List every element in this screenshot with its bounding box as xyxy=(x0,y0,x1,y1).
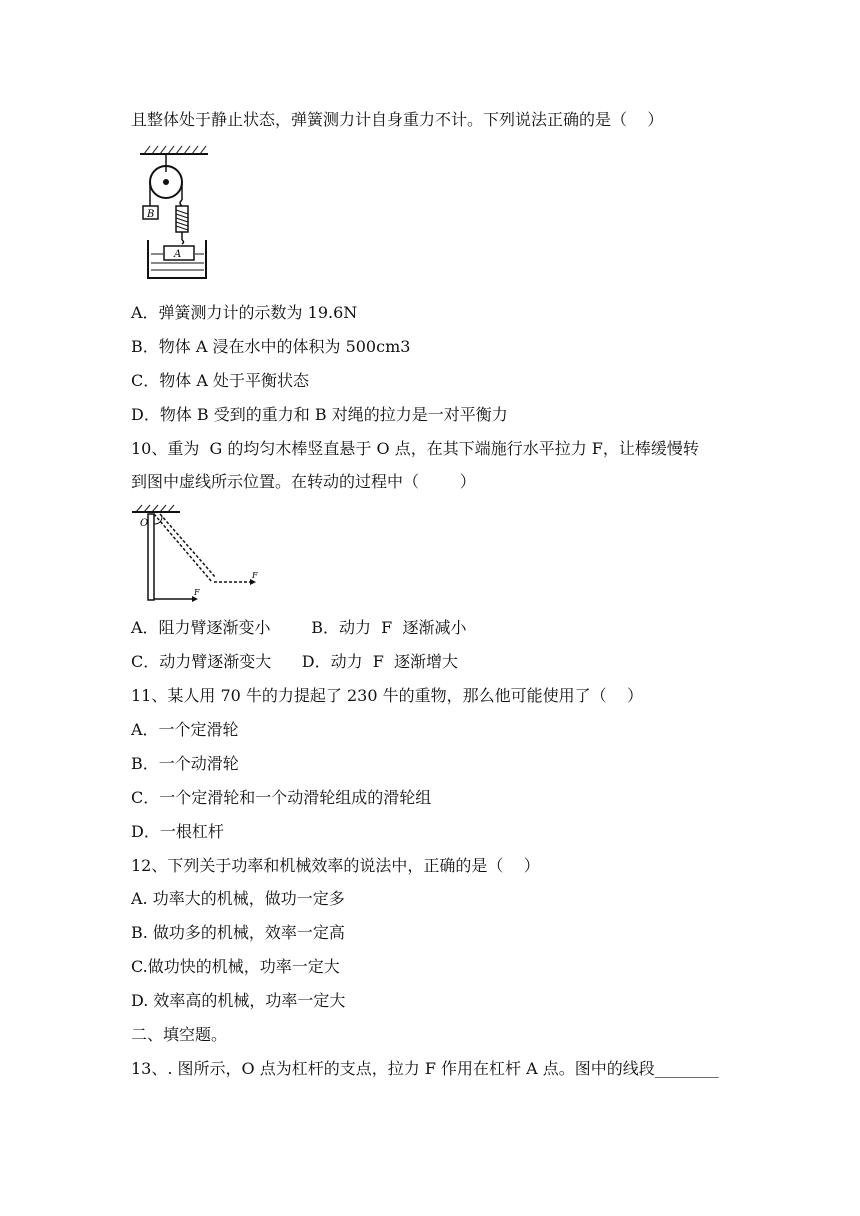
q11-stem: 11、某人用 70 牛的力提起了 230 牛的重物，那么他可能使用了（ ） xyxy=(131,686,643,705)
label-a: A xyxy=(174,249,182,260)
q10-stem-line2: 到图中虚线所示位置。在转动的过程中（ ） xyxy=(131,472,476,491)
q13-stem: 13、. 图所示，O 点为杠杆的支点，拉力 F 作用在杠杆 A 点。图中的线段________ xyxy=(131,1059,719,1078)
q9-pulley-spring-figure xyxy=(138,144,210,282)
q12-option-c: C.做功快的机械，功率一定大 xyxy=(131,957,340,976)
q12-option-d: D. 效率高的机械，功率一定大 xyxy=(131,991,346,1010)
label-f-solid: F xyxy=(194,588,200,597)
q11-option-b: B．一个动滑轮 xyxy=(131,754,239,773)
q11-option-c: C．一个定滑轮和一个动滑轮组成的滑轮组 xyxy=(131,788,432,807)
q9-option-a: A．弹簧测力计的示数为 19.6N xyxy=(131,303,358,322)
q9-option-b: B．物体 A 浸在水中的体积为 500cm3 xyxy=(131,337,411,356)
label-f-dashed: F xyxy=(252,571,258,580)
label-o: O xyxy=(140,518,149,529)
label-b: B xyxy=(147,209,155,220)
q9-option-d: D．物体 B 受到的重力和 B 对绳的拉力是一对平衡力 xyxy=(131,405,508,424)
q9-option-c: C．物体 A 处于平衡状态 xyxy=(131,371,309,390)
q9-stem: 且整体处于静止状态，弹簧测力计自身重力不计。下列说法正确的是（ ） xyxy=(131,110,664,129)
q10-stem-line1: 10、重为 G 的均匀木棒竖直悬于 O 点，在其下端施行水平拉力 F，让棒缓慢转 xyxy=(131,439,699,458)
q11-option-d: D．一根杠杆 xyxy=(131,822,224,841)
q10-options-row2: C．动力臂逐渐变大 D．动力 F 逐渐增大 xyxy=(131,652,459,671)
q12-stem: 12、下列关于功率和机械效率的说法中，正确的是（ ） xyxy=(131,856,540,875)
q11-option-a: A．一个定滑轮 xyxy=(131,720,239,739)
q12-option-a: A. 功率大的机械，做功一定多 xyxy=(131,889,345,908)
section-heading: 二、填空题。 xyxy=(131,1025,228,1044)
q10-rod-figure xyxy=(130,502,266,606)
q10-options-row1: A．阻力臂逐渐变小 B．动力 F 逐渐减小 xyxy=(131,618,467,637)
q12-option-b: B. 做功多的机械，效率一定高 xyxy=(131,923,345,942)
